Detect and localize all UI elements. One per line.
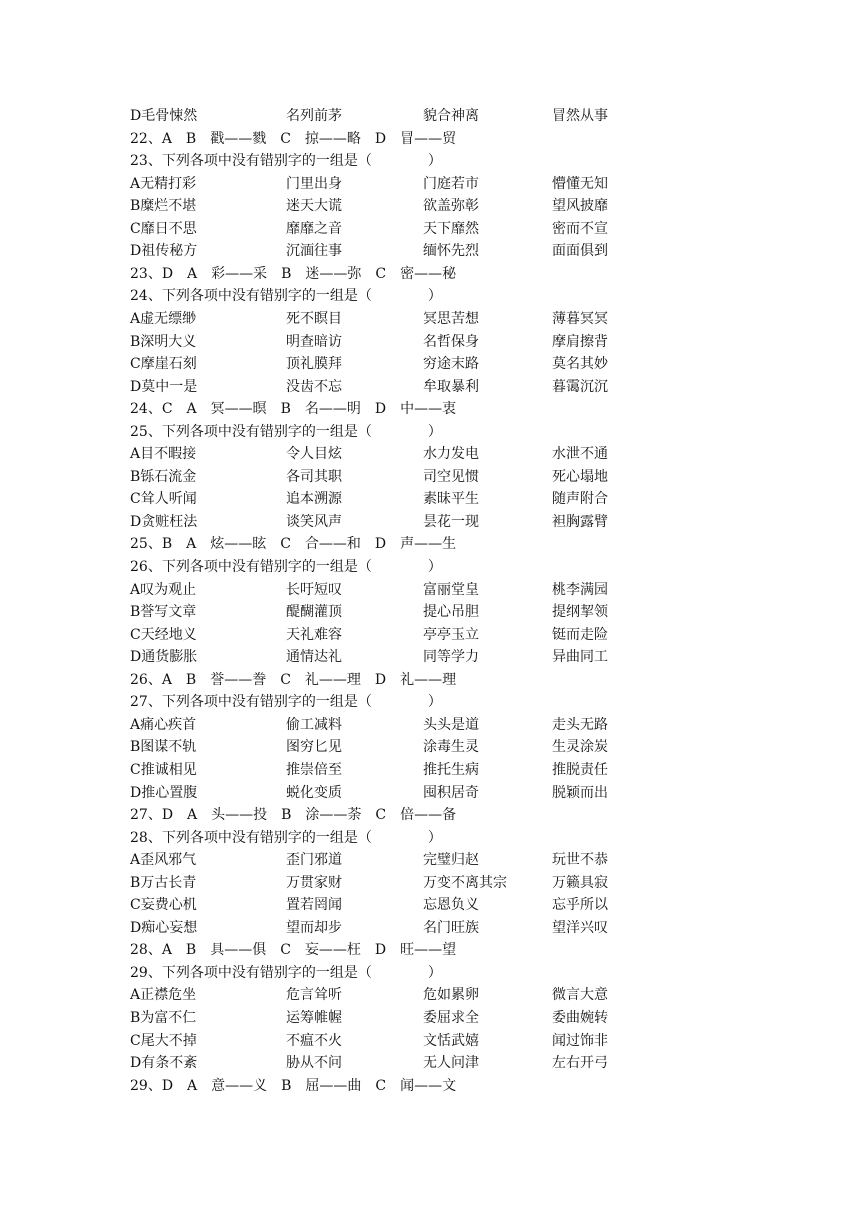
option-label-term: B图谋不轨 — [130, 739, 197, 756]
option-term: 偷工减料 — [286, 716, 342, 733]
option-term: 明查暗访 — [286, 333, 342, 350]
option-term: 忘乎所以 — [552, 897, 608, 914]
option-term: 追本溯源 — [286, 491, 342, 508]
option-term: 醍醐灌顶 — [286, 604, 342, 621]
option-term: 密而不宣 — [552, 220, 608, 237]
line-text: 25、B A 炫——眩 C 合——和 D 声——生 — [130, 536, 457, 553]
option-term: 门庭若市 — [423, 175, 479, 192]
option-term: 昙花一现 — [423, 513, 479, 530]
option-term: 司空见惯 — [423, 468, 479, 485]
option-term: 万变不离其宗 — [423, 874, 507, 891]
line-text: 26、A B 誉——誊 C 礼——理 D 礼——理 — [130, 671, 457, 688]
option-term: 危言耸听 — [286, 987, 342, 1004]
option-term: 提心吊胆 — [423, 604, 479, 621]
option-term: 沉湎往事 — [286, 243, 342, 260]
option-label-term: D贪赃枉法 — [130, 513, 198, 530]
option-term: 通情达礼 — [286, 649, 342, 666]
option-term: 貌合神离 — [423, 108, 479, 124]
option-term: 懵懂无知 — [552, 175, 608, 192]
option-term: 欲盖弥彰 — [423, 198, 479, 215]
option-term: 天下靡然 — [423, 220, 479, 237]
option-term: 运筹帷幄 — [286, 1010, 342, 1026]
line-text: 24、C A 冥——暝 B 名——明 D 中——衷 — [130, 401, 457, 418]
line-text: 23、下列各项中没有错别字的一组是（ ） — [130, 153, 442, 170]
option-term: 走头无路 — [552, 716, 608, 733]
option-term: 长吁短叹 — [286, 581, 342, 598]
line-text: 23、D A 彩——采 B 迷——弥 C 密——秘 — [130, 265, 457, 282]
option-term: 袒胸露臂 — [552, 513, 608, 530]
line-text: 29、下列各项中没有错别字的一组是（ ） — [130, 964, 442, 981]
option-term: 万贯家财 — [286, 874, 342, 891]
option-label-term: A目不暇接 — [130, 446, 197, 463]
option-term: 顶礼膜拜 — [286, 356, 342, 373]
option-term: 暮霭沉沉 — [552, 378, 608, 395]
option-term: 牟取暴利 — [423, 378, 479, 395]
option-label-term: B铄石流金 — [130, 468, 197, 485]
option-term: 涂毒生灵 — [423, 739, 479, 756]
option-term: 缅怀先烈 — [423, 243, 479, 260]
option-term: 文恬武嬉 — [423, 1032, 479, 1049]
option-term: 薄暮冥冥 — [552, 310, 608, 327]
line-text: 28、A B 具——俱 C 妄——枉 D 旺——望 — [130, 942, 457, 959]
option-term: 摩肩擦背 — [552, 333, 608, 350]
option-label-term: D莫中一是 — [130, 378, 198, 395]
option-label-term: B万古长青 — [130, 874, 197, 891]
option-term: 委屈求全 — [423, 1010, 479, 1026]
option-term: 面面俱到 — [552, 243, 608, 260]
option-term: 各司其职 — [286, 468, 342, 485]
line-text: 22、A B 戳——戮 C 掠——略 D 冒——贸 — [130, 130, 457, 147]
option-term: 脱颖而出 — [552, 784, 608, 801]
option-term: 铤而走险 — [552, 626, 608, 643]
option-term: 异曲同工 — [552, 649, 608, 666]
option-term: 推托生病 — [423, 761, 479, 778]
option-label-term: D通货膨胀 — [130, 649, 198, 666]
option-term: 水泄不通 — [552, 446, 608, 463]
option-term: 随声附合 — [552, 491, 608, 508]
option-label-term: A痛心疾首 — [130, 716, 197, 733]
option-term: 危如累卵 — [423, 987, 479, 1004]
option-term: 玩世不恭 — [552, 852, 608, 869]
option-term: 囤积居奇 — [423, 784, 479, 801]
line-text: 28、下列各项中没有错别字的一组是（ ） — [130, 829, 442, 846]
option-term: 生灵涂炭 — [552, 739, 608, 756]
option-term: 莫名其妙 — [552, 356, 608, 373]
option-term: 名列前茅 — [286, 108, 342, 124]
line-text: 26、下列各项中没有错别字的一组是（ ） — [130, 559, 442, 575]
option-label-term: B为富不仁 — [130, 1010, 197, 1026]
option-term: 冥思苦想 — [423, 310, 479, 327]
option-term: 天礼难容 — [286, 626, 342, 643]
option-term: 冒然从事 — [552, 108, 608, 124]
line-text: 25、下列各项中没有错别字的一组是（ ） — [130, 423, 442, 440]
option-term: 富丽堂皇 — [423, 581, 479, 598]
option-term: 微言大意 — [552, 987, 608, 1004]
option-label-term: C摩崖石刻 — [130, 356, 197, 373]
option-term: 委曲婉转 — [552, 1010, 608, 1026]
option-term: 蜕化变质 — [286, 784, 342, 801]
option-label-term: A叹为观止 — [130, 581, 197, 598]
option-term: 门里出身 — [286, 175, 342, 192]
line-text: 27、D A 头——投 B 涂——荼 C 倍——备 — [130, 807, 457, 824]
option-label-term: C天经地义 — [130, 626, 197, 643]
option-term: 名哲保身 — [423, 333, 479, 350]
line-text: 29、D A 意——义 B 屈——曲 C 闻——文 — [130, 1077, 457, 1094]
option-label-term: A无精打彩 — [130, 175, 197, 192]
option-label-term: D祖传秘方 — [130, 243, 198, 260]
option-term: 万籁具寂 — [552, 874, 608, 891]
option-label-term: A虚无缥缈 — [130, 310, 197, 327]
line-text: 27、下列各项中没有错别字的一组是（ ） — [130, 694, 442, 711]
option-label-term: B深明大义 — [130, 333, 197, 350]
option-label-term: D痴心妄想 — [130, 919, 198, 936]
option-label-term: B誉写文章 — [130, 604, 197, 621]
option-term: 死心塌地 — [552, 468, 608, 485]
option-label-term: D有条不紊 — [130, 1055, 198, 1072]
option-label-term: D推心置腹 — [130, 784, 198, 801]
option-term: 置若罔闻 — [286, 897, 342, 914]
option-term: 水力发电 — [423, 446, 479, 463]
option-label-term: C妄费心机 — [130, 897, 197, 914]
option-label-term: B糜烂不堪 — [130, 198, 197, 215]
option-term: 望风披靡 — [552, 198, 608, 215]
option-term: 桃李满园 — [552, 581, 608, 598]
option-term: 图穷匕见 — [286, 739, 342, 756]
option-term: 穷途末路 — [423, 356, 479, 373]
option-term: 闻过饰非 — [552, 1032, 608, 1049]
option-term: 歪门邪道 — [286, 852, 342, 869]
option-label-term: C推诚相见 — [130, 761, 197, 778]
option-term: 头头是道 — [423, 716, 479, 733]
option-label-term: A正襟危坐 — [130, 987, 197, 1004]
option-term: 无人问津 — [423, 1055, 479, 1072]
option-label-term: C靡日不思 — [130, 220, 197, 237]
option-term: 望而却步 — [286, 919, 342, 936]
option-term: 亭亭玉立 — [423, 626, 479, 643]
option-term: 左右开弓 — [552, 1055, 608, 1072]
option-label-term: A歪风邪气 — [130, 852, 197, 869]
option-label-term: C尾大不掉 — [130, 1032, 197, 1049]
option-term: 素昧平生 — [423, 491, 479, 508]
option-term: 迷天大谎 — [286, 198, 342, 215]
option-term: 推脱责任 — [552, 761, 608, 778]
option-term: 没齿不忘 — [286, 378, 342, 395]
option-term: 同等学力 — [423, 649, 479, 666]
option-term: 胁从不问 — [286, 1055, 342, 1072]
option-term: 忘恩负义 — [423, 897, 479, 914]
option-term: 死不瞑目 — [286, 310, 342, 327]
option-label-term: D毛骨悚然 — [130, 108, 198, 124]
option-term: 不瘟不火 — [286, 1032, 342, 1049]
option-term: 谈笑风声 — [286, 513, 342, 530]
option-term: 名门旺族 — [423, 919, 479, 936]
option-term: 完璧归赵 — [423, 852, 479, 869]
option-term: 提纲挈领 — [552, 604, 608, 621]
option-label-term: C耸人听闻 — [130, 491, 197, 508]
option-term: 望洋兴叹 — [552, 919, 608, 936]
option-term: 推崇倍至 — [286, 761, 342, 778]
option-term: 靡靡之音 — [286, 220, 342, 237]
line-text: 24、下列各项中没有错别字的一组是（ ） — [130, 288, 442, 305]
option-term: 令人目炫 — [286, 446, 342, 463]
